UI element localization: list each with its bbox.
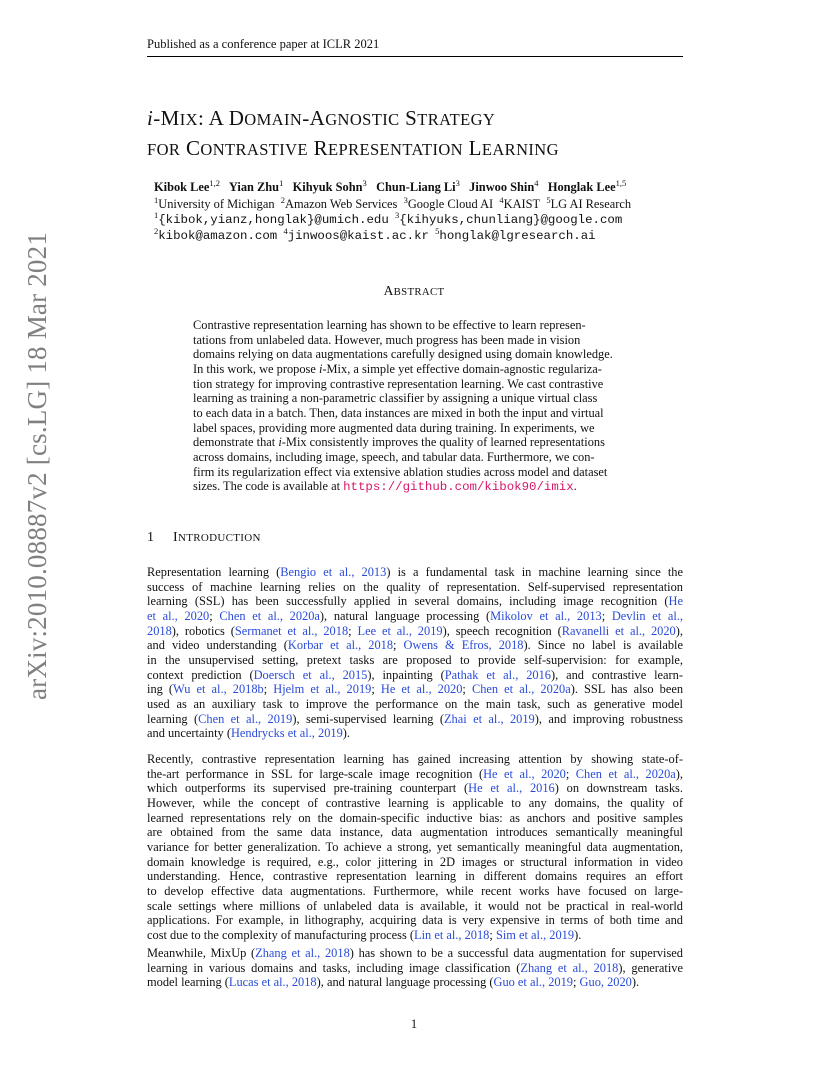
author-sup: 1,5 [615, 178, 627, 188]
paragraph-line [147, 697, 683, 712]
citation-link[interactable]: Wu et al., 2018b [173, 682, 264, 697]
paragraph-text: ; [209, 608, 220, 623]
email-sup: 3 [394, 210, 400, 220]
paragraph-line [147, 594, 683, 609]
abstract-body [193, 318, 637, 495]
paragraph-text: ). Since no label is available [523, 638, 683, 653]
paragraph-text: ; [462, 682, 472, 697]
citation-link[interactable]: He [668, 594, 683, 609]
paragraph-text: ; [371, 682, 381, 697]
title-part: GNOSTIC [325, 110, 400, 129]
abstract-line: domains relying on data augmentations carefully designed using domain knowledge. [193, 347, 613, 362]
page-number: 1 [410, 1017, 418, 1031]
paragraph-text: applications. For example, in lithography, acquiring data is very expensive in terms of both time and [147, 913, 683, 928]
paragraph-text: ; [573, 975, 580, 990]
abstract-line: across domains, including image, speech, and tabular data. Furthermore, we con- [193, 449, 595, 464]
title-part: L [462, 136, 482, 160]
paragraph-text: understanding. Hence, contrastive representation learning in different domains requires an effort [147, 869, 683, 884]
title-italic-i: i [147, 106, 154, 130]
citation-link[interactable]: 2018 [147, 623, 172, 638]
author-sup: 1 [279, 178, 284, 188]
paragraph-text: ing ( [147, 682, 174, 697]
paragraph-text: model learning ( [147, 975, 229, 990]
email-address[interactable]: {kibok,yianz,honglak}@umich.edu [158, 213, 389, 227]
abstract-line: to each data in a batch. Then, data instances are mixed in both the input and virtual [193, 405, 604, 420]
paragraph-text: and video understanding ( [147, 638, 288, 653]
paragraph-text: ; [565, 766, 576, 781]
affiliation: Amazon Web Services [285, 197, 398, 211]
paragraph-text: ) on downstream tasks. [554, 781, 683, 796]
paragraph-line [147, 811, 683, 826]
affiliation: University of Michigan [158, 197, 275, 211]
author [229, 180, 283, 194]
abstract-italic: i [318, 361, 323, 376]
paragraph-text: Recently, contrastive representation learning has gained increasing attention by showing state-of- [147, 752, 683, 766]
paragraph-line [147, 668, 683, 683]
paragraph-text: ; [489, 927, 496, 942]
author-sup: 3 [455, 178, 460, 188]
paper-title [147, 104, 707, 164]
paragraph-line [147, 946, 683, 961]
author [548, 180, 626, 194]
paragraph-line [147, 726, 683, 741]
paragraph-text: ), robotics ( [171, 623, 235, 638]
citation-link[interactable]: Owens & Efros, 2018 [403, 638, 524, 653]
paragraph-line [147, 855, 683, 870]
email-address[interactable]: kibok@amazon.com [158, 229, 278, 243]
paragraph-text: variance for better generalization. To achieve a strong, yet semantically meaningful data augmentation, [147, 839, 683, 854]
abstract-line: label spaces, providing more augmented data during training. In experiments, we [193, 420, 595, 435]
paragraph-line [147, 869, 683, 884]
paragraph-text: ), speech recognition ( [442, 623, 562, 638]
title-part: C [180, 136, 201, 160]
affiliation: LG AI Research [550, 197, 632, 211]
affiliation: KAIST [503, 197, 541, 211]
abstract-heading-part: A [383, 283, 394, 298]
citation-link[interactable]: Chen et al., 2020a [575, 766, 676, 781]
paragraph-line [147, 796, 683, 811]
citation-link[interactable]: Guo et al., 2019 [493, 975, 573, 990]
paragraph-line [147, 580, 683, 595]
citation-link[interactable]: He et al., 2020 [380, 682, 463, 697]
abstract-text: . [573, 479, 577, 494]
paragraph-text: ). [574, 927, 582, 942]
paragraph-text: ; [393, 638, 404, 653]
citation-link[interactable]: Zhang et al., 2018 [520, 960, 619, 975]
paragraph-text: ). [342, 726, 351, 741]
email-sup: 5 [435, 226, 440, 236]
title-part: -A [302, 106, 326, 130]
author-name: Kihyuk Sohn [292, 180, 363, 194]
paragraph-text: ). [631, 975, 640, 990]
email-address[interactable]: honglak@lgresearch.ai [439, 229, 596, 243]
citation-link[interactable]: Devlin et al., [611, 608, 684, 623]
email-sup: 1 [154, 210, 159, 220]
abstract-heading-part: BSTRACT [393, 286, 445, 298]
paragraph-line [147, 825, 683, 840]
paragraph-text: ; [601, 608, 612, 623]
paragraph-text: ), and contrastive learn- [550, 667, 683, 682]
paragraph-line [147, 913, 683, 928]
abstract-heading [0, 283, 828, 299]
abstract-line: Contrastive representation learning has shown to be effective to learn represen- [193, 318, 586, 332]
emails-line-2 [154, 228, 714, 243]
paragraph-text: learning in various domains and tasks, including image classification ( [147, 960, 521, 975]
paragraph-text: Meanwhile, MixUp ( [147, 946, 256, 960]
abstract-line: tion strategy for improving contrastive representation learning. We cast contrastive [193, 376, 604, 391]
paragraph-text: ), inpainting ( [367, 667, 445, 682]
citation-link[interactable]: Doersch et al., 2015 [253, 667, 368, 682]
paragraph-text: ; [263, 682, 274, 697]
intro-paragraph-1 [147, 565, 683, 741]
title-part: ONTRASTIVE [200, 140, 308, 159]
citation-link[interactable]: He et al., 2016 [468, 781, 555, 796]
citation-link[interactable]: Ravanelli et al., 2020 [561, 623, 676, 638]
section-title-part: I [173, 530, 178, 545]
paragraph-text: ), and natural language processing ( [316, 975, 494, 990]
header-rule [147, 56, 683, 57]
title-part: -M [153, 106, 180, 130]
affiliation: Google Cloud AI [407, 197, 494, 211]
paragraph-line [147, 609, 683, 624]
code-link[interactable]: https://github.com/kibok90/imix [343, 480, 574, 495]
paragraph-line [147, 884, 683, 899]
author-name: Honglak Lee [547, 180, 616, 194]
aff-sup: 3 [403, 195, 408, 205]
paragraph-text: Representation learning ( [147, 565, 281, 579]
paragraph-text: ), semi-supervised learning ( [292, 711, 444, 726]
citation-link[interactable]: Hjelm et al., 2019 [273, 682, 372, 697]
paragraph-text: ), natural language processing ( [319, 608, 491, 623]
aff-sup: 5 [546, 195, 551, 205]
abstract-italic: i [278, 435, 282, 450]
section-heading-introduction [147, 530, 261, 546]
citation-link[interactable]: Lucas et al., 2018 [228, 975, 317, 990]
citation-link[interactable]: et al., 2020 [147, 608, 210, 623]
author-sup: 3 [362, 178, 367, 188]
title-part: TRATEGY [417, 110, 496, 129]
paragraph-text: the-art performance in SSL for large-scale image recognition ( [147, 766, 484, 781]
abstract-text: -Mix consistently improves the quality of learned representations [281, 435, 605, 450]
paragraph-text: ). SSL has also been [570, 682, 684, 697]
title-part: EPRESENTATION [328, 140, 463, 159]
paragraph-text: success of machine learning relies on the quality of representation. Self-supervised representation [147, 579, 683, 594]
running-header: Published as a conference paper at ICLR 2021 [147, 37, 380, 51]
paragraph-line [147, 975, 683, 990]
abstract-line [193, 479, 637, 495]
intro-paragraph-3 [147, 946, 683, 990]
paragraph-text: However, while the concept of contrastive learning is applicable to any domains, the quality of [147, 795, 683, 810]
paragraph-text: domain knowledge is required, e.g., color jittering in 2D images or structural information in video [147, 854, 683, 869]
paragraph-text: used as an auxiliary task to improve the performance on the main task, such as generative model [147, 696, 683, 711]
paragraph-text: learning (SSL) has been successfully applied in several domains, including image recognition ( [147, 594, 669, 609]
title-part: : A D [197, 106, 245, 130]
section-title-part: NTRODUCTION [177, 532, 261, 544]
author [293, 180, 367, 194]
paragraph-line [147, 781, 683, 796]
paragraph-line [147, 712, 683, 727]
title-part: OMAIN [244, 110, 303, 129]
email-address[interactable]: jinwoos@kaist.ac.kr [287, 229, 429, 243]
paragraph-line [147, 638, 683, 653]
email-sup: 4 [283, 226, 288, 236]
paragraph-text: to develop effective data augmentations. Furthermore, while recent works have focused on large- [147, 883, 683, 898]
abstract-line [193, 435, 637, 450]
paragraph-text: are obtained from the same data instance, data augmentation introduces semantically meaningful [147, 825, 683, 840]
citation-link[interactable]: Hendrycks et al., 2019 [230, 726, 343, 741]
citation-link[interactable]: Zhai et al., 2019 [443, 711, 535, 726]
paragraph-text: ), and improving robustness [534, 711, 683, 726]
paragraph-text: scale settings where millions of unlabeled data is available, it would not be practical in real-world [147, 898, 683, 913]
aff-sup: 1 [154, 195, 159, 205]
title-part: S [399, 106, 418, 130]
paragraph-line [147, 682, 683, 697]
citation-link[interactable]: He et al., 2020 [483, 766, 566, 781]
paragraph-text: ; [348, 623, 358, 638]
citation-link[interactable]: Chen et al., 2019 [198, 711, 293, 726]
email-sup: 2 [154, 226, 159, 236]
author-sup: 4 [534, 178, 539, 188]
paragraph-line [147, 840, 683, 855]
citation-link[interactable]: Guo, 2020 [579, 975, 632, 990]
paragraph-text: ) has shown to be a successful data augmentation for supervised [349, 946, 683, 960]
title-line-1 [147, 104, 707, 134]
paragraph-text: and uncertainty ( [147, 726, 231, 741]
aff-sup: 4 [499, 195, 504, 205]
abstract-line: tations from unlabeled data. However, much progress has been made in vision [193, 332, 581, 347]
section-number: 1 [147, 530, 155, 545]
citation-link[interactable]: Zhang et al., 2018 [255, 946, 350, 960]
abstract-text: In this work, we propose [193, 361, 319, 376]
paragraph-line [147, 899, 683, 914]
citation-link[interactable]: Bengio et al., 2013 [280, 565, 387, 579]
citation-link[interactable]: Chen et al., 2020a [471, 682, 571, 697]
author-name: Chun-Liang Li [376, 180, 456, 194]
abstract-line: firm its regularization effect via extensive ablation studies across model and dataset [193, 464, 608, 479]
abstract-text: demonstrate that [193, 435, 279, 450]
author-name: Jinwoo Shin [469, 180, 535, 194]
abstract-line [193, 362, 637, 377]
paragraph-line [147, 767, 683, 782]
abstract-line: learning as training a non-parametric classifier by assigning a unique virtual class [193, 391, 598, 406]
paragraph-text: context prediction ( [147, 667, 254, 682]
paragraph-text: learning ( [147, 711, 199, 726]
paragraph-line [147, 961, 683, 976]
citation-link[interactable]: Sim et al., 2019 [495, 927, 575, 942]
author [376, 180, 460, 194]
citation-link[interactable]: Pathak et al., 2016 [444, 667, 551, 682]
author-sup: 1,2 [209, 178, 221, 188]
affiliations-line [154, 197, 714, 212]
citation-link[interactable]: Sermanet et al., 2018 [234, 623, 349, 638]
arxiv-sidebar-stamp: arXiv:2010.08887v2 [cs.LG] 18 Mar 2021 [22, 231, 52, 700]
paragraph-text: ), [675, 623, 683, 638]
paragraph-line [147, 928, 683, 943]
title-part: R [307, 136, 329, 160]
intro-paragraph-2 [147, 752, 683, 943]
paragraph-text: which outperforms its supervised pre-training counterpart ( [147, 781, 469, 796]
paragraph-text: ), [675, 766, 684, 781]
paragraph-line [147, 653, 683, 668]
author-name: Yian Zhu [228, 180, 280, 194]
paragraph-text: in the unsupervised setting, pretext tasks are proposed to provide self-supervision: for example, [147, 652, 683, 667]
paragraph-line [147, 752, 683, 767]
paragraph-text: learned representations rely on the domain-specific inductive bias: as anchors and positive samples [147, 810, 683, 825]
abstract-text: -Mix, a simple yet effective domain-agnostic regulariza- [322, 361, 602, 376]
citation-link[interactable]: Lee et al., 2019 [357, 623, 443, 638]
title-part: FOR [147, 140, 181, 159]
title-line-2 [147, 134, 707, 164]
paragraph-text: ) is a fundamental task in machine learning since the [386, 565, 683, 579]
email-address[interactable]: {kihyuks,chunliang}@google.com [399, 213, 623, 227]
abstract-text: sizes. The code is available at [193, 479, 344, 494]
paragraph-text: ), generative [618, 960, 683, 975]
citation-link[interactable]: Lin et al., 2018 [414, 927, 490, 942]
author [469, 180, 538, 194]
aff-sup: 2 [280, 195, 286, 205]
paragraph-line [147, 565, 683, 580]
author-list [154, 180, 714, 195]
paragraph-text: cost due to the complexity of manufacturing process ( [147, 927, 415, 942]
title-part: EARNING [481, 140, 559, 159]
author [154, 180, 220, 194]
emails-line-1 [154, 212, 714, 227]
citation-link[interactable]: Korbar et al., 2018 [287, 638, 394, 653]
citation-link[interactable]: Chen et al., 2020a [219, 608, 320, 623]
author-name: Kibok Lee [154, 180, 210, 194]
title-part: IX [179, 110, 198, 129]
citation-link[interactable]: Mikolov et al., 2013 [490, 608, 602, 623]
paragraph-line [147, 624, 683, 639]
